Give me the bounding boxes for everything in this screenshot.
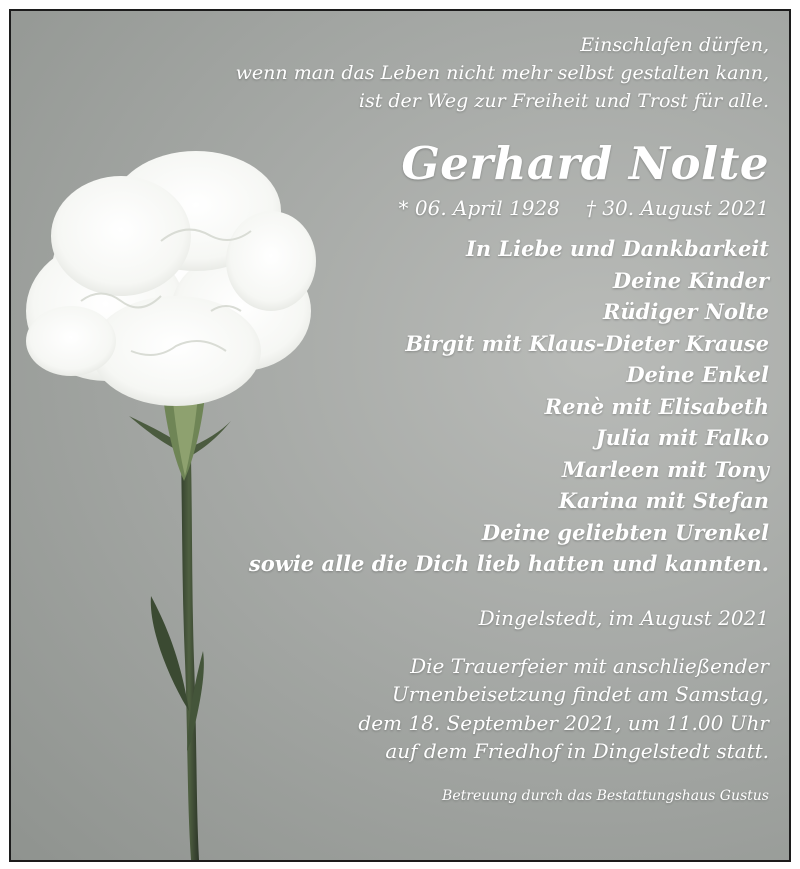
obituary-text	[89, 31, 769, 806]
place-and-date: Dingelstedt, im August 2021	[478, 605, 769, 630]
deceased-name: Gerhard Nolte	[401, 137, 769, 190]
mourner-line: Karina mit Stefan	[558, 488, 769, 513]
ceremony-line: Die Trauerfeier mit anschließender	[410, 653, 769, 678]
ceremony-line: auf dem Friedhof in Dingelstedt statt.	[385, 739, 769, 763]
poem	[89, 31, 769, 115]
mourner-line: Rüdiger Nolte	[602, 299, 769, 324]
mourner-line: Renè mit Elisabeth	[544, 393, 769, 419]
mourner-line: Julia mit Falko	[595, 425, 769, 450]
poem-line: wenn man das Leben nicht mehr selbst gestalten kann,	[235, 62, 769, 84]
death-date: † 30. August 2021	[585, 196, 769, 220]
mourners-list	[89, 233, 769, 580]
ceremony-line: dem 18. September 2021, um 11.00 Uhr	[358, 710, 769, 735]
life-dates	[89, 193, 769, 223]
mourner-line: Marleen mit Tony	[561, 456, 769, 482]
funeral-home-credit: Betreuung durch das Bestattungshaus Gustus	[442, 787, 769, 804]
birth-date: * 06. April 1928	[398, 196, 560, 220]
mourner-line: In Liebe und Dankbarkeit	[466, 236, 769, 261]
mourner-line: Deine geliebten Urenkel	[481, 519, 769, 545]
ceremony-line: Urnenbeisetzung findet am Samstag,	[391, 682, 769, 706]
mourner-line: Birgit mit Klaus-Dieter Krause	[405, 330, 769, 356]
mourner-line: Deine Enkel	[626, 362, 769, 387]
poem-line: Einschlafen dürfen,	[580, 34, 769, 56]
mourner-line: sowie alle die Dich lieb hatten und kannten.	[248, 551, 769, 576]
funeral-ceremony-info	[89, 652, 769, 766]
poem-line: ist der Weg zur Freiheit und Trost für alle.	[358, 90, 769, 112]
mourner-line: Deine Kinder	[612, 267, 769, 293]
obituary-notice	[9, 9, 791, 862]
